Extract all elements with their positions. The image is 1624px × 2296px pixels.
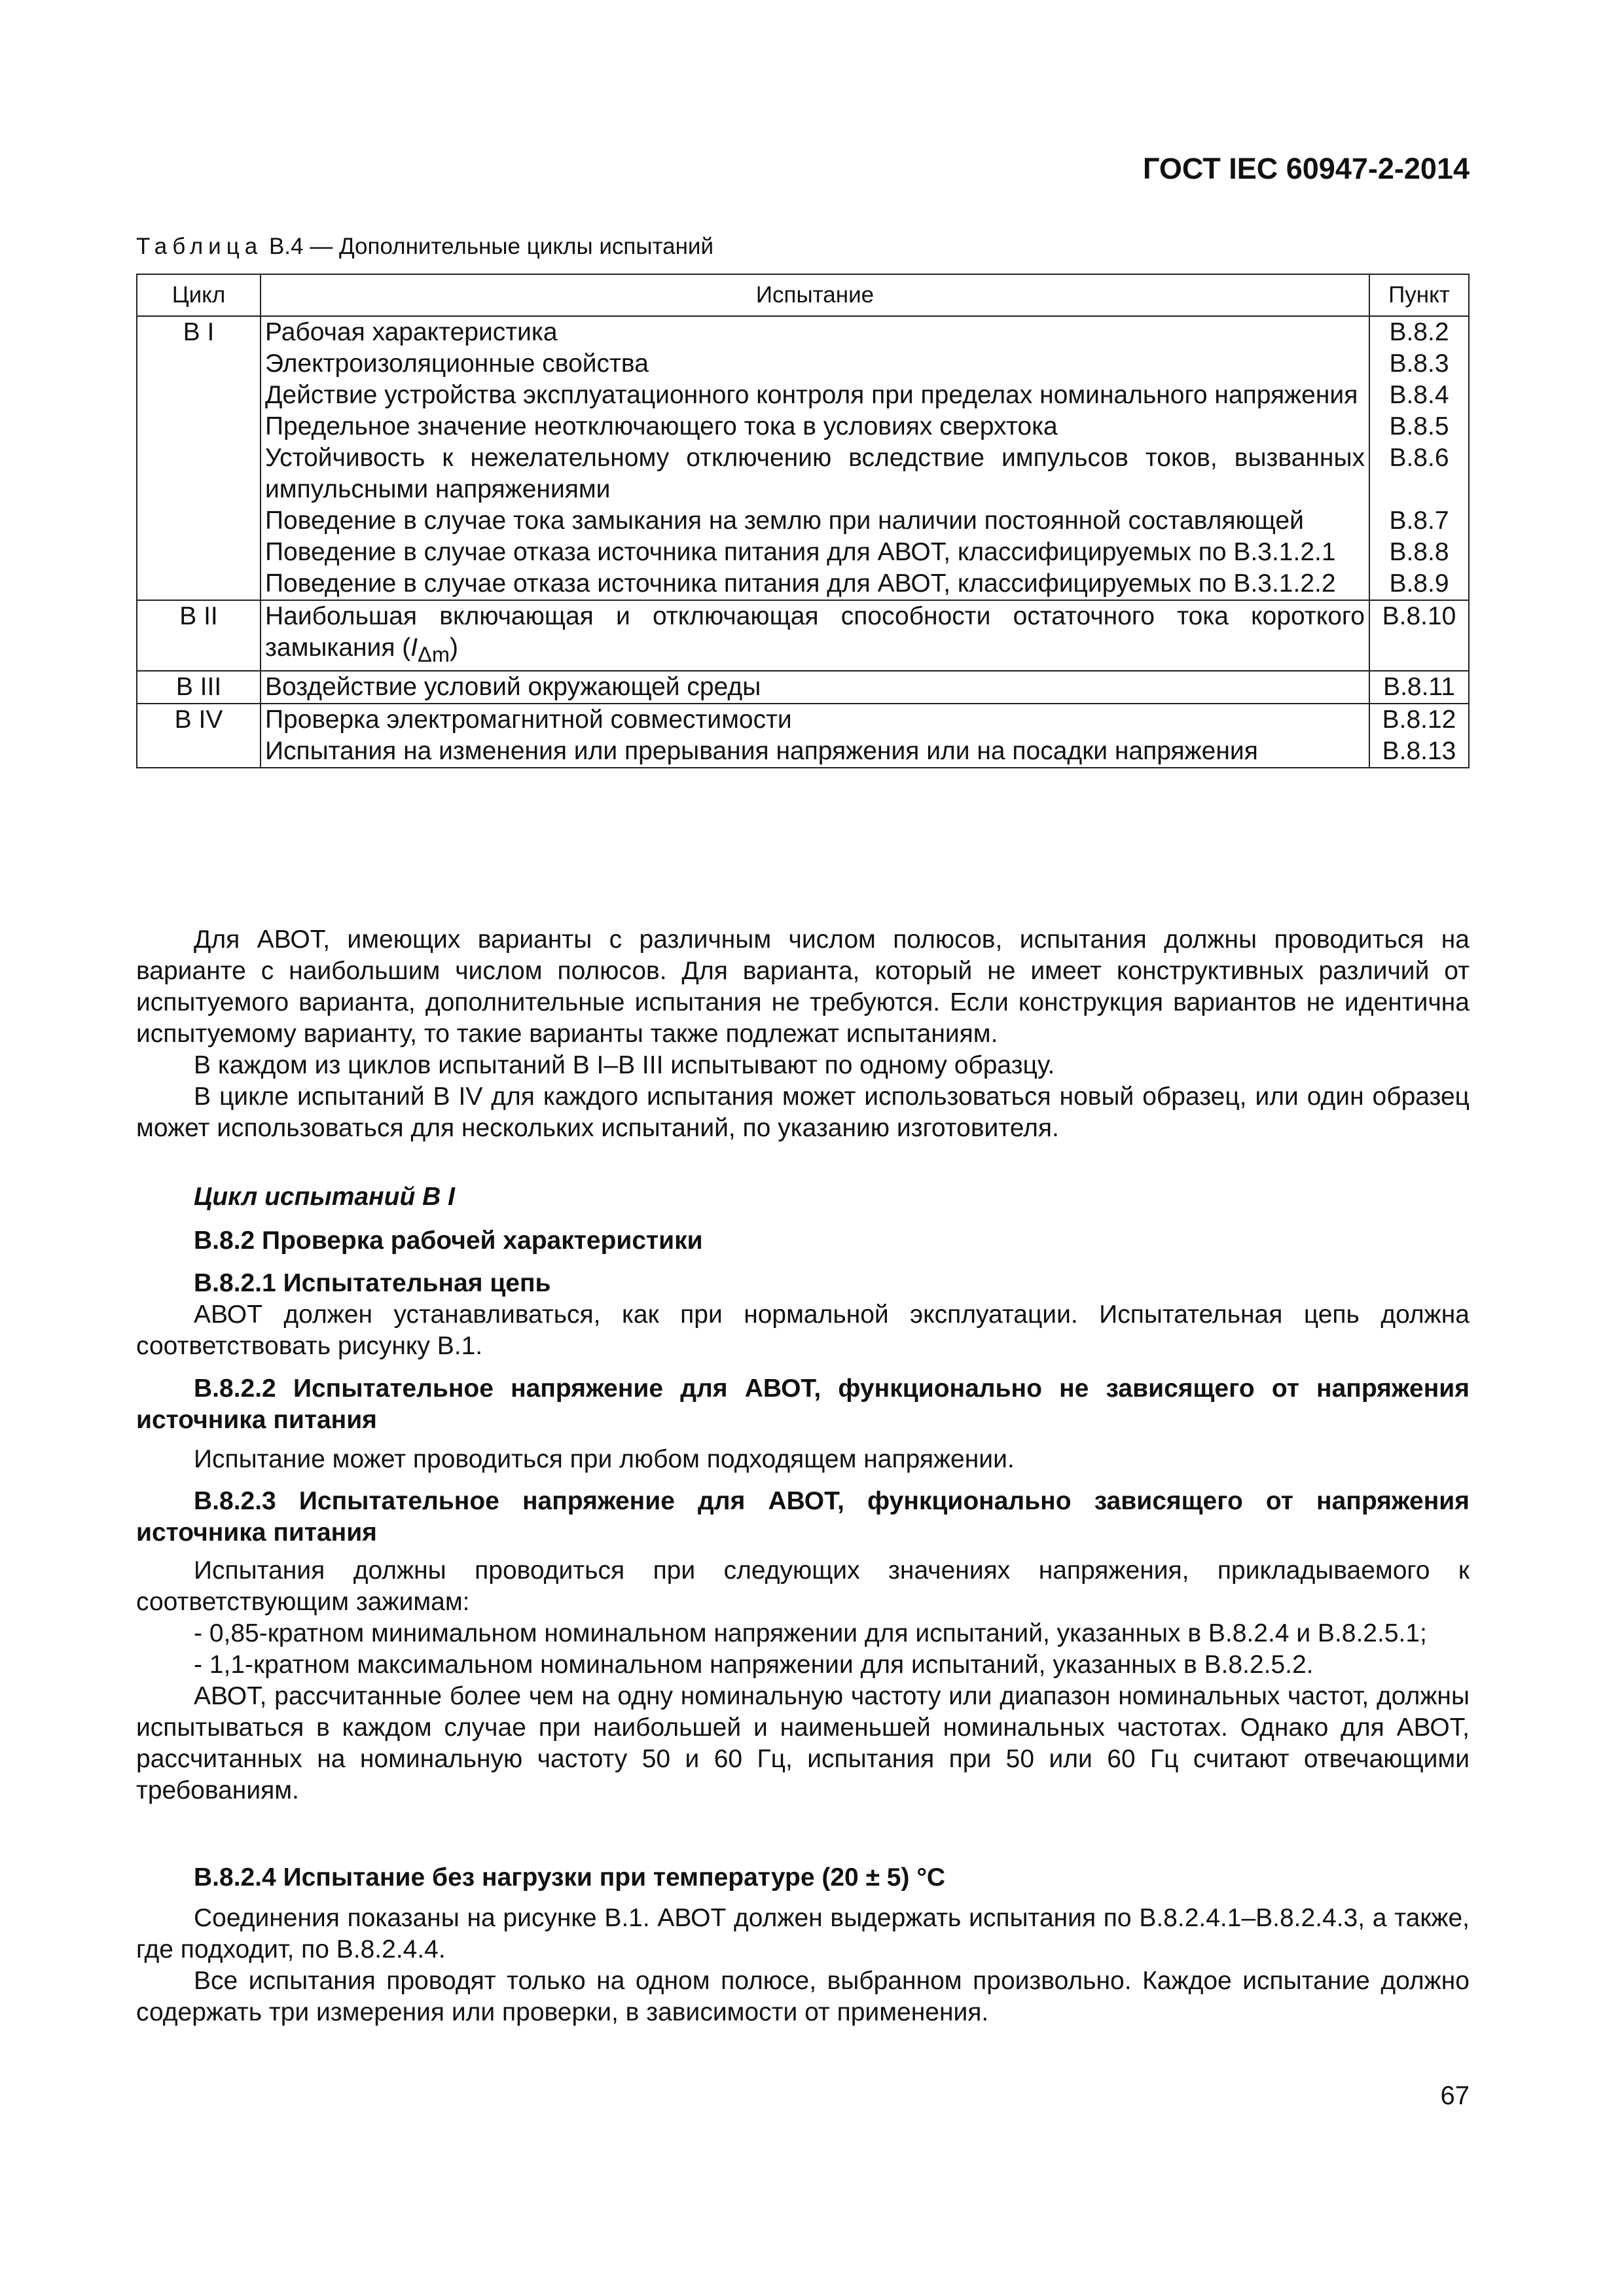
- test-text: Наибольшая включающая и отключающая способности остаточного тока короткого замыкания (: [265, 602, 1365, 662]
- clause-cell: B.8.3: [1369, 348, 1469, 380]
- table-caption: [136, 234, 713, 260]
- cycle-cell: B IV: [137, 704, 261, 736]
- clause-cell: B.8.5: [1369, 411, 1469, 442]
- clause-cell: B.8.2: [1369, 316, 1469, 348]
- table-row: [137, 316, 1469, 348]
- test-cell: Предельное значение неотключающего тока в условиях сверхтока: [261, 411, 1369, 442]
- section-heading: B.8.2.1 Испытательная цепь: [194, 1269, 551, 1297]
- section-b822: [136, 1373, 1470, 1475]
- table-caption-prefix: Таблица: [136, 234, 263, 259]
- cycle-cell: B I: [137, 316, 261, 348]
- column-header-cycle: Цикл: [137, 274, 261, 316]
- clause-cell: B.8.13: [1369, 736, 1469, 768]
- section-heading: B.8.2.2 Испытательное напряжение для АВОТ, функционально не зависящего от напряжения источника питания: [136, 1374, 1470, 1434]
- table-row: [137, 411, 1469, 442]
- paragraph: АВОТ должен устанавливаться, как при нормальной эксплуатации. Испытательная цепь должна соответствовать рисунку B.1.: [136, 1300, 1470, 1360]
- paragraph: Для АВОТ, имеющих варианты с различным числом полюсов, испытания должны проводиться на варианте с наибольшим числом полюсов. Для варианта, который не имеет конструктивных различий от испытуемого варианта, дополнительные испытания не требуются. Если конструкция вариантов не идентична испытуемому варианту, то такие варианты также подлежат испытаниям.: [136, 925, 1470, 1048]
- clause-cell: B.8.4: [1369, 380, 1469, 411]
- table-header-row: [137, 274, 1469, 316]
- paragraph: АВОТ, рассчитанные более чем на одну номинальную частоту или диапазон номинальных частот, должны испытываться в каждом случае при наибольшей и наименьшей номинальных частотах. Однако для АВОТ, рассчитанных на номинальную частоту 50 и 60 Гц, испытания при 50 или 60 Гц считают отвечающими требованиям.: [136, 1682, 1470, 1804]
- test-text-end: ): [449, 634, 458, 662]
- clause-cell: B.8.6: [1369, 442, 1469, 505]
- section-heading: B.8.2.4 Испытание без нагрузки при температуре (20 ± 5) °C: [194, 1863, 946, 1892]
- paragraph: Испытания должны проводиться при следующих значениях напряжения, прикладываемого к соответствующим зажимам:: [136, 1556, 1470, 1616]
- table-row: [137, 380, 1469, 411]
- cycle-heading-block: [136, 1181, 1470, 1213]
- column-header-test: Испытание: [261, 274, 1369, 316]
- test-cell: Испытания на изменения или прерывания напряжения или на посадки напряжения: [261, 736, 1369, 768]
- section-b824: [136, 1862, 1470, 2028]
- page-number: 67: [1440, 2081, 1470, 2110]
- cycle-cell: B III: [137, 671, 261, 704]
- test-cell: Действие устройства эксплуатационного контроля при пределах номинального напряжения: [261, 380, 1369, 411]
- table-row: [137, 442, 1469, 505]
- clause-cell: B.8.7: [1369, 505, 1469, 537]
- table-row: [137, 537, 1469, 568]
- cycle-cell: [137, 442, 261, 505]
- paragraph: В цикле испытаний B IV для каждого испытания может использоваться новый образец, или один образец может использоваться для нескольких испытаний, по указанию изготовителя.: [136, 1083, 1470, 1142]
- document-id: ГОСТ IEC 60947-2-2014: [1142, 152, 1470, 185]
- table-row: [137, 704, 1469, 736]
- cycle-cell: [137, 736, 261, 768]
- intro-text: [136, 924, 1470, 1144]
- section-b82: [136, 1225, 1470, 1257]
- cycle-cell: [137, 380, 261, 411]
- test-cell: [261, 600, 1369, 671]
- column-header-clause: Пункт: [1369, 274, 1469, 316]
- cycle-cell: [137, 411, 261, 442]
- paragraph: В каждом из циклов испытаний B I–B III испытывают по одному образцу.: [194, 1051, 1055, 1079]
- section-b823: [136, 1486, 1470, 1806]
- table-caption-text: B.4 — Дополнительные циклы испытаний: [262, 234, 714, 259]
- table-row: [137, 568, 1469, 600]
- list-item: - 0,85-кратном минимальном номинальном напряжении для испытаний, указанных в B.8.2.4 и B.8.2.5.1;: [194, 1619, 1427, 1647]
- cycle-cell: [137, 348, 261, 380]
- cycle-heading: Цикл испытаний B I: [194, 1183, 455, 1211]
- table-row: [137, 600, 1469, 671]
- current-subscript: Δm: [418, 642, 450, 666]
- test-cell: Проверка электромагнитной совместимости: [261, 704, 1369, 736]
- test-cell: Поведение в случае отказа источника питания для АВОТ, классифицируемых по B.3.1.2.2: [261, 568, 1369, 600]
- test-cell: Рабочая характеристика: [261, 316, 1369, 348]
- test-cell: Электроизоляционные свойства: [261, 348, 1369, 380]
- list-item: - 1,1-кратном максимальном номинальном напряжении для испытаний, указанных в B.8.2.5.2.: [194, 1651, 1314, 1679]
- table-row: [137, 505, 1469, 537]
- test-cycles-table: [136, 274, 1470, 768]
- paragraph: Все испытания проводят только на одном полюсе, выбранном произвольно. Каждое испытание должно содержать три измерения или проверки, в зависимости от применения.: [136, 1967, 1470, 2026]
- test-cell: Воздействие условий окружающей среды: [261, 671, 1369, 704]
- current-symbol: I: [410, 634, 418, 662]
- clause-cell: B.8.9: [1369, 568, 1469, 600]
- table-row: [137, 736, 1469, 768]
- test-cell: Поведение в случае тока замыкания на землю при наличии постоянной составляющей: [261, 505, 1369, 537]
- section-b821: [136, 1268, 1470, 1362]
- clause-cell: B.8.11: [1369, 671, 1469, 704]
- cycle-cell: B II: [137, 600, 261, 671]
- table-row: [137, 671, 1469, 704]
- cycle-cell: [137, 505, 261, 537]
- paragraph: Испытание может проводиться при любом подходящем напряжении.: [194, 1445, 1015, 1473]
- table-row: [137, 348, 1469, 380]
- paragraph: Соединения показаны на рисунке B.1. АВОТ должен выдержать испытания по B.8.2.4.1–B.8.2.4.3, а также, где подходит, по B.8.2.4.4.: [136, 1904, 1470, 1964]
- test-cell: Устойчивость к нежелательному отключению вследствие импульсов токов, вызванных импульсными напряжениями: [261, 442, 1369, 505]
- clause-cell: B.8.12: [1369, 704, 1469, 736]
- section-heading: B.8.2 Проверка рабочей характеристики: [194, 1227, 703, 1255]
- section-heading: B.8.2.3 Испытательное напряжение для АВОТ, функционально зависящего от напряжения источника питания: [136, 1487, 1470, 1547]
- test-cell: Поведение в случае отказа источника питания для АВОТ, классифицируемых по B.3.1.2.1: [261, 537, 1369, 568]
- clause-cell: B.8.10: [1369, 600, 1469, 671]
- clause-cell: B.8.8: [1369, 537, 1469, 568]
- cycle-cell: [137, 537, 261, 568]
- cycle-cell: [137, 568, 261, 600]
